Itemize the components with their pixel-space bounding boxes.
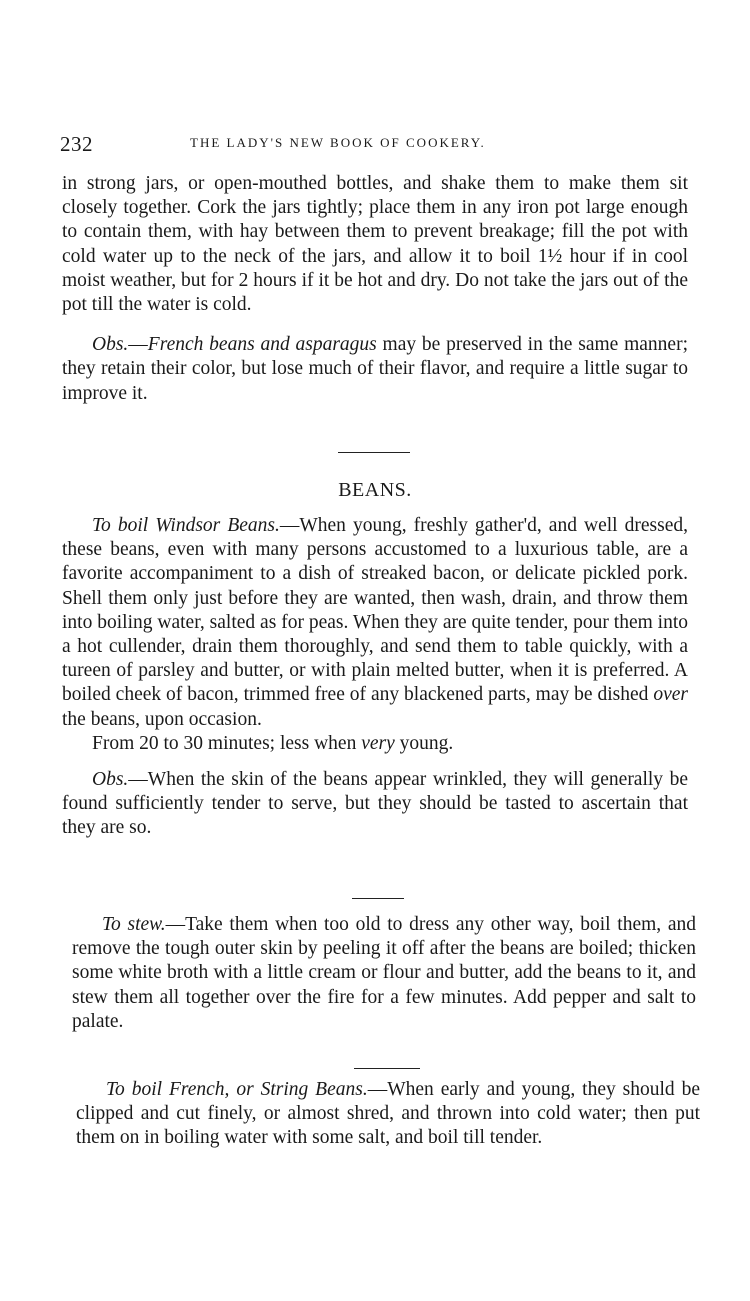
stew-section [72,913,696,1034]
french-paragraph [76,1078,700,1151]
stew-paragraph [72,913,696,1034]
section-title: BEANS. [338,479,412,501]
french-title: To boil French, or String Beans. [106,1079,368,1100]
intro-paragraph: in strong jars, or open-mouthed bottles, and shake them to make them sit closely together. Cork the jars tightly; place them in any iron pot large enough to contain them, with hay between them to prevent breakage; fill the pot with cold water up to the neck of the jars, and allow it to boil 1½ hour if in cool moist weather, but for 2 hours if it be hot and dry. Do not take the jars out of the pot till the water is cold. [62,173,688,316]
section-divider [338,452,410,453]
windsor-obs-text: —When the skin of the beans appear wrinkled, they will generally be found sufficiently tender to serve, but they should be tasted to ascertain that they are so. [62,769,688,839]
french-text: —When early and young, they should be clipped and cut finely, or almost shred, and thrown into cold water; then put them on in boiling water with some salt, and boil till tender. [76,1079,700,1149]
french-section [76,1078,700,1151]
intro-obs-text: may be preserved in the same manner; they retain their color, but lose much of their flavor, and require a little sugar to improve it. [62,334,688,404]
windsor-title: To boil Windsor Beans. [92,515,280,536]
page-header [60,132,690,156]
windsor-text: —When young, freshly gather'd, and well dressed, these beans, even with many persons accustomed to a luxurious table, are a favorite accompaniment to a dish of streaked bacon, or delicate pickled pork. Shell them only just before they are wanted, then wash, drain, and throw them into boiling water, salted as for peas. When they are quite tender, pour them into a hot cullender, drain them thoroughly, and send them to table quickly, with a tureen of parsley and butter, or with plain melted butter, when it is preferred. A boiled cheek of bacon, trimmed free of any blackened parts, may be dished [62,515,689,706]
page-number: 232 [60,132,93,156]
windsor-section [62,514,688,841]
intro-obs: Obs.—French beans and asparagus may be preserved in the same manner; they retain their color, but lose much of their flavor, and require a little sugar to improve it. [62,334,688,404]
stew-divider [352,898,404,899]
windsor-paragraph [62,514,688,732]
windsor-obs-label: Obs. [92,769,129,791]
running-head: THE LADY'S NEW BOOK OF COOKERY. [190,135,486,150]
windsor-text-end: the beans, upon occasion. [62,708,262,730]
stew-text: —Take them when too old to dress any other way, boil them, and remove the tough outer skin by peeling it off after the beans are boiled; thicken some white broth with a little cream or flour and butter, add the beans to it, and stew them all together over the fire for a few minutes. Add pepper and salt to palate. [72,914,696,1032]
windsor-italic-over: over [653,684,688,706]
french-divider [354,1068,420,1069]
windsor-obs [62,768,688,841]
intro-section [62,172,688,406]
windsor-time: From 20 to 30 minutes; less when very young. [92,732,454,754]
windsor-time-italic: very [361,732,395,754]
stew-title: To stew. [102,914,166,935]
intro-obs-italic: French beans and asparagus [147,334,377,356]
intro-obs-label: Obs. [92,334,129,356]
